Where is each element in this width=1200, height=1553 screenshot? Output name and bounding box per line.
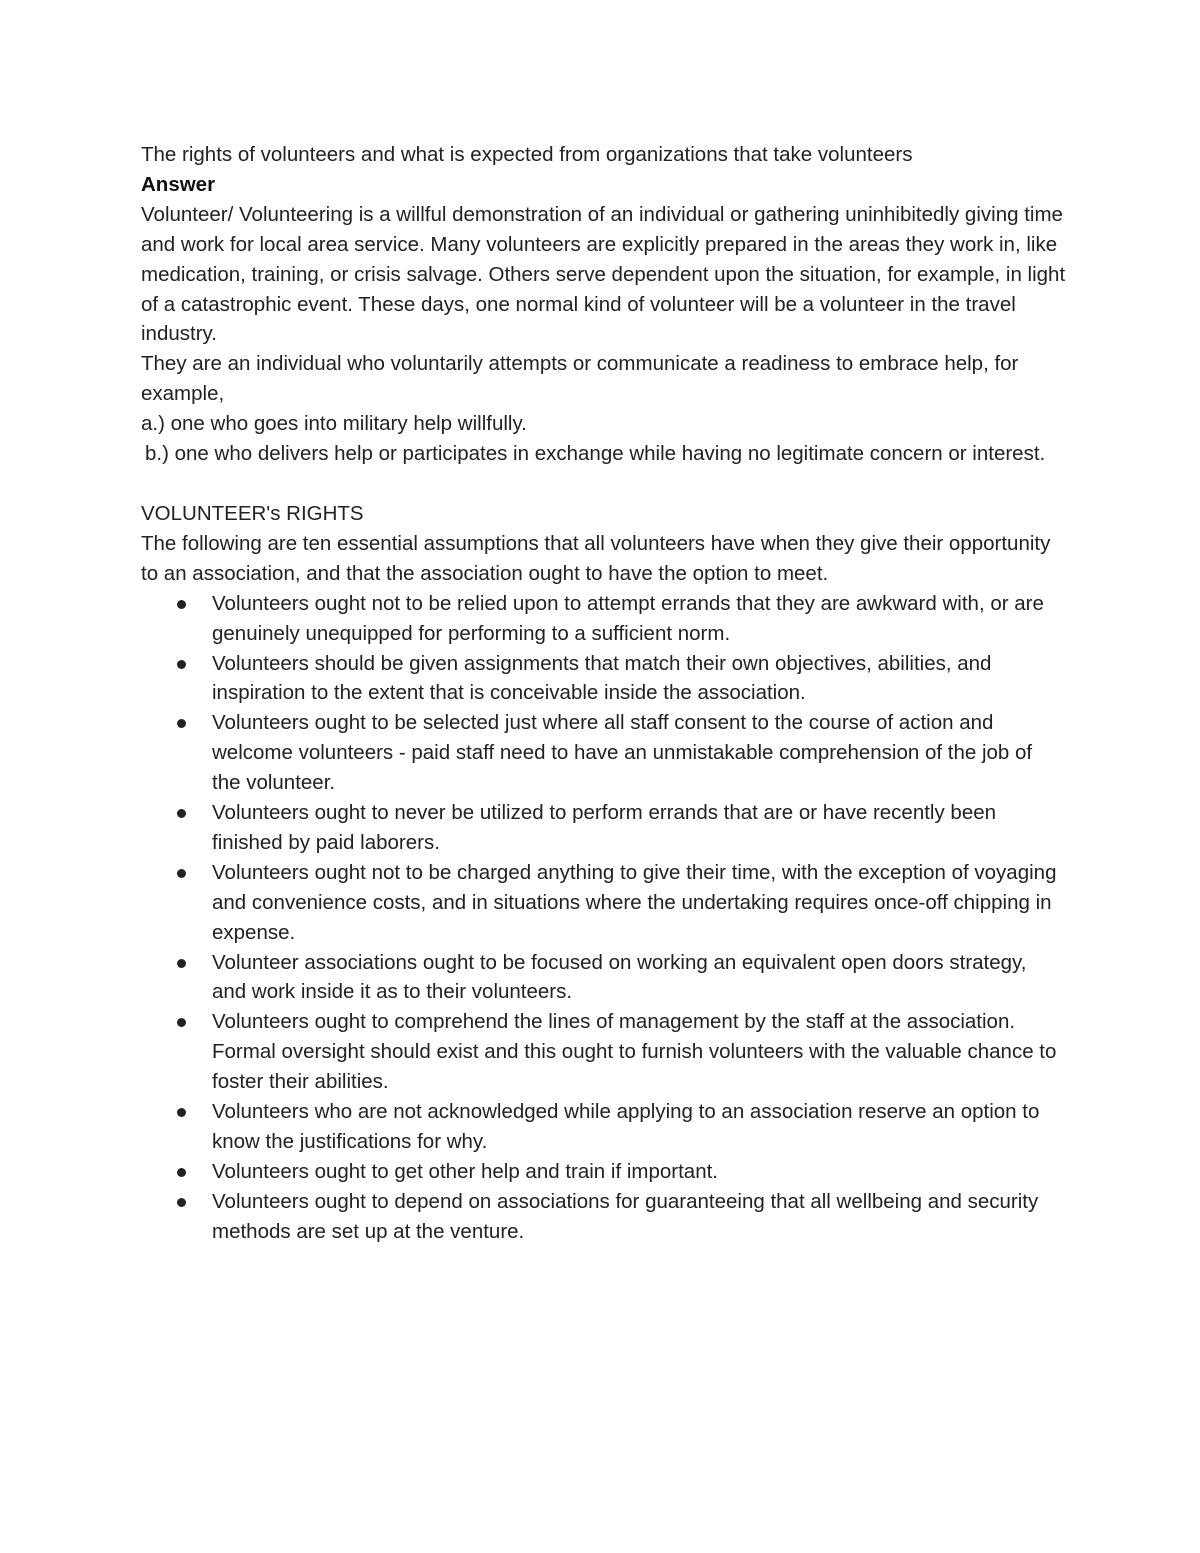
bullet-icon [177, 600, 186, 609]
list-item [141, 649, 1066, 709]
bullet-icon [177, 1168, 186, 1177]
bullet-icon [177, 809, 186, 818]
bullet-icon [177, 1018, 186, 1027]
list-item-text: Volunteers ought to never be utilized to perform errands that are or have recently been finished by paid laborers. [212, 801, 997, 854]
bullet-icon [177, 959, 186, 968]
list-item [141, 1097, 1066, 1157]
rights-heading: VOLUNTEER's RIGHTS [141, 501, 364, 525]
document-body [141, 140, 1066, 1247]
list-item [141, 1187, 1066, 1247]
bullet-icon [177, 869, 186, 878]
list-item [141, 858, 1066, 948]
paragraph-spacer [141, 469, 1066, 499]
question-title: The rights of volunteers and what is expected from organizations that take volunteers [141, 143, 913, 166]
bullet-icon [177, 1198, 186, 1207]
list-item-text: Volunteers ought to depend on associations for guaranteeing that all wellbeing and security methods are set up at the venture. [212, 1189, 1039, 1243]
rights-intro: The following are ten essential assumptions that all volunteers have when they give their opportunity to an association, and that the association ought to have the option to meet. [141, 531, 1051, 585]
bullet-icon [177, 719, 186, 728]
definition-paragraph: They are an individual who voluntarily attempts or communicate a readiness to embrace help, for example, [141, 352, 1019, 406]
definition-item-a: a.) one who goes into military help willfully. [141, 412, 527, 436]
definition-item-b: b.) one who delivers help or participates in exchange while having no legitimate concern or interest. [145, 442, 1046, 466]
list-item-text: Volunteers ought to comprehend the lines of management by the staff at the association. Formal oversight should exist and this ought to furnish volunteers with the valuable chance to foster their abilities. [212, 1010, 1057, 1094]
list-item [141, 1007, 1066, 1097]
list-item [141, 589, 1066, 649]
list-item-text: Volunteers ought to get other help and train if important. [212, 1159, 718, 1183]
list-item-text: Volunteers ought not to be relied upon to attempt errands that they are awkward with, or are genuinely unequipped for performing to a sufficient norm. [212, 591, 1044, 645]
list-item-text: Volunteers ought to be selected just where all staff consent to the course of action and welcome volunteers - paid staff need to have an unmistakable comprehension of the job of the volunteer. [212, 711, 1033, 795]
list-item-text: Volunteer associations ought to be focused on working an equivalent open doors strategy, and work inside it as to their volunteers. [212, 950, 1027, 1004]
list-item [141, 948, 1066, 1008]
answer-heading: Answer [141, 172, 216, 196]
list-item-text: Volunteers ought not to be charged anything to give their time, with the exception of voyaging and convenience costs, and in situations where the undertaking requires once-off chipping in expense. [212, 860, 1057, 944]
list-item-text: Volunteers who are not acknowledged while applying to an association reserve an option to know the justifications for why. [212, 1100, 1040, 1153]
intro-paragraph: Volunteer/ Volunteering is a willful demonstration of an individual or gathering uninhibitedly giving time and work for local area service. Many volunteers are explicitly prepared in the areas they work in, like medication, training, or crisis salvage. Others serve dependent upon the situation, for example, in light of a catastrophic event. These days, one normal kind of volunteer will be a volunteer in the travel industry. [141, 202, 1066, 346]
list-item-text: Volunteers should be given assignments that match their own objectives, abilities, and inspiration to the extent that is conceivable inside the association. [212, 651, 992, 705]
bullet-icon [177, 1108, 186, 1117]
list-item [141, 708, 1066, 798]
bullet-icon [177, 660, 186, 669]
rights-list [141, 589, 1066, 1247]
list-item [141, 1157, 1066, 1187]
list-item [141, 798, 1066, 858]
